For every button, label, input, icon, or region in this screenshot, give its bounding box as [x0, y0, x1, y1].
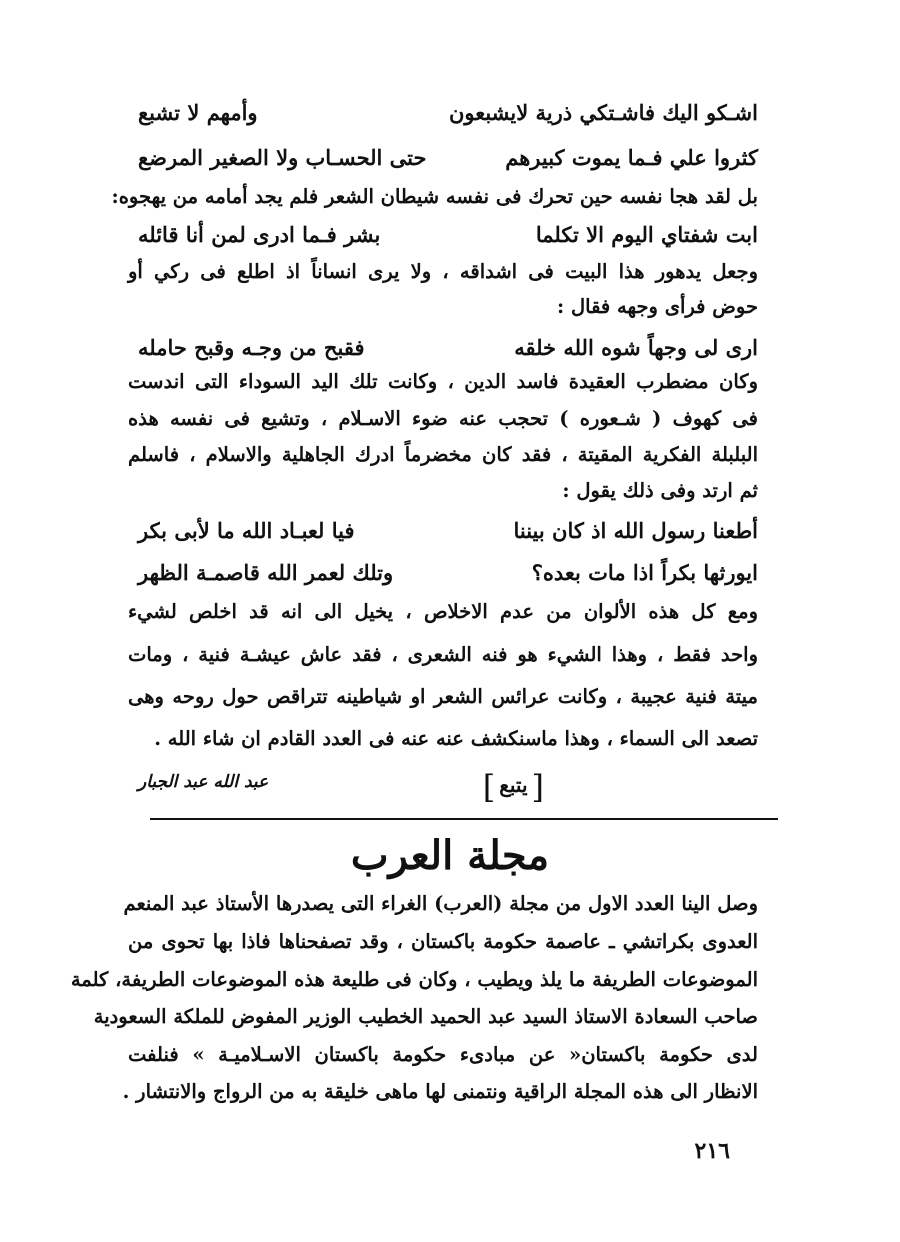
poem-verse [138, 100, 758, 125]
verse-hemistich-left: وتلك لعمر الله قاصمـة الظهر [138, 560, 394, 585]
verse-hemistich-right: اشـكو اليك فاشـتكي ذرية لايشبعون [448, 100, 758, 125]
paragraph-line: وصل الينا العدد الاول من مجلة (العرب) الغراء التى يصدرها الأستاذ عبد المنعم [123, 892, 758, 915]
prose-line: حوض فرأى وجهه فقال : [556, 295, 758, 318]
verse-hemistich-right: ابت شفتاي اليوم الا تكلما [535, 222, 758, 247]
bracket-open: [ [531, 768, 544, 806]
page-number: ٢١٦ [694, 1138, 730, 1164]
poem-verse [138, 222, 758, 247]
author-name: عبد الله عبد الجبار [138, 772, 269, 792]
verse-hemistich-left: بشر فـما ادرى لمن أنا قائله [138, 222, 381, 247]
prose-line: وجعل يدهور هذا البيت فى اشداقه ، ولا يرى انساناً اذ اطلع فى ركي أو [128, 260, 758, 283]
article-signature [138, 768, 758, 808]
prose-line: وكان مضطرب العقيدة فاسد الدين ، وكانت تلك اليد السوداء التى اندست [128, 370, 758, 393]
prose-line: ثم ارتد وفى ذلك يقول : [562, 479, 758, 502]
paragraph-line: العدوى بكراتشي ـ عاصمة حكومة باكستان ، وقد تصفحناها فاذا بها تحوى من [128, 930, 758, 953]
verse-hemistich-left: فقبح من وجـه وقبح حامله [138, 335, 365, 360]
verse-hemistich-left: وأمهم لا تشبع [138, 100, 258, 125]
prose-line: البلبلة الفكرية المقيتة ، فقد كان مخضرماً ادرك الجاهلية والاسلام ، فاسلم [128, 443, 758, 466]
prose-line: فى كهوف ( شـعوره ) تحجب عنه ضوء الاسـلام ، وتشيع فى نفسه هذه [128, 407, 758, 430]
paragraph-line: الموضوعات الطريفة ما يلذ ويطيب ، وكان فى طليعة هذه الموضوعات الطريفة، كلمة [70, 968, 758, 991]
verse-hemistich-right: أطعنا رسول الله اذ كان بيننا [513, 518, 758, 543]
verse-hemistich-right: ارى لى وجهاً شوه الله خلقه [514, 335, 758, 360]
poem-verse [138, 518, 758, 543]
section-divider [150, 818, 778, 820]
prose-line: واحد فقط ، وهذا الشيء هو فنه الشعرى ، فقد عاش عيشـة فنية ، ومات [128, 643, 758, 666]
poem-verse [138, 335, 758, 360]
section-title: مجلة العرب [350, 832, 550, 879]
prose-line: ومع كل هذه الألوان من عدم الاخلاص ، يخيل الى انه قد اخلص لشيء [128, 600, 758, 623]
verse-hemistich-left: حتى الحسـاب ولا الصغير المرضع [138, 145, 427, 170]
paragraph-line: صاحب السعادة الاستاذ السيد عبد الحميد الخطيب الوزير المفوض للملكة السعودية [93, 1005, 758, 1028]
paragraph-line: لدى حكومة باكستان« عن مبادىء حكومة باكستان الاسـلاميـة » فنلفت [128, 1043, 758, 1066]
to-be-continued [479, 768, 548, 806]
prose-line: ميتة فنية عجيبة ، وكانت عرائس الشعر او شياطينه تتراقص حول روحه وهى [128, 685, 758, 708]
verse-hemistich-left: فيا لعبـاد الله ما لأبى بكر [138, 518, 355, 543]
bracket-close: ] [482, 768, 496, 806]
verse-hemistich-right: كثروا علي فـما يموت كبيرهم [505, 145, 758, 170]
verse-hemistich-right: ايورثها بكراً اذا مات بعده؟ [531, 560, 758, 585]
poem-verse [138, 145, 758, 170]
to-be-continued-label: يتبع [499, 773, 528, 797]
prose-line: بل لقد هجا نفسه حين تحرك فى نفسه شيطان الشعر فلم يجد أمامه من يهجوه: [111, 185, 758, 208]
poem-verse [138, 560, 758, 585]
paragraph-line: الانظار الى هذه المجلة الراقية ونتمنى لها ماهى خليقة به من الرواج والانتشار . [122, 1080, 758, 1103]
prose-line: تصعد الى السماء ، وهذا ماسنكشف عنه عنه فى العدد القادم ان شاء الله . [154, 727, 758, 750]
